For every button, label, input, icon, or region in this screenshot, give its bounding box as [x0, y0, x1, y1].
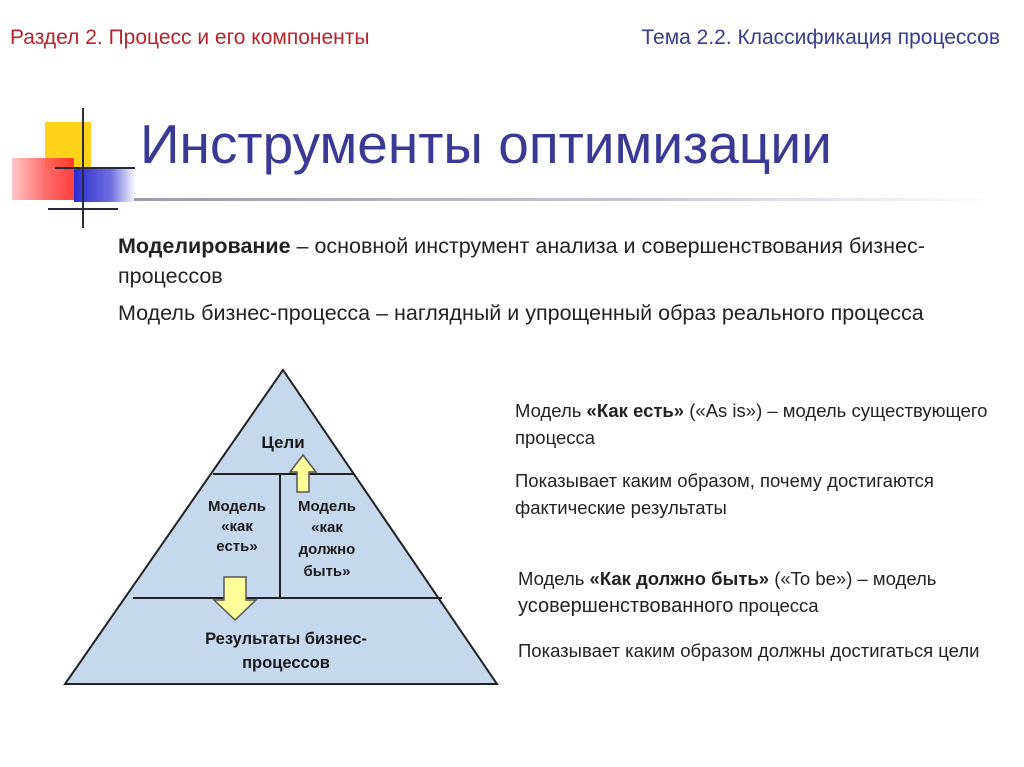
title-underline: [134, 198, 994, 201]
as-is-line: есть»: [216, 538, 258, 555]
pyramid-goals: Цели: [261, 433, 305, 452]
decorative-squares: [0, 100, 140, 230]
results-line: процессов: [242, 654, 330, 672]
as-is-rest: («As is») – модель существующего процесса: [515, 400, 988, 448]
as-is-line: «как: [221, 518, 253, 535]
pyramid-diagram: [60, 364, 500, 689]
results-line: Результаты бизнес-: [205, 630, 367, 648]
horizontal-line: [48, 208, 118, 210]
as-is-term: «Как есть»: [586, 400, 685, 421]
modeling-term: Моделирование: [118, 234, 291, 258]
horizontal-line: [55, 167, 135, 169]
model-definition: Модель бизнес-процесса – наглядный и упрощенный образ реального процесса: [118, 301, 924, 325]
modeling-paragraph: [118, 231, 998, 291]
to-be-prefix: Модель: [518, 568, 590, 589]
as-is-line: Модель: [207, 498, 267, 515]
topic-label: Тема 2.2. Классификация процессов: [641, 26, 1000, 49]
to-be-emphasis: усовершенствованного: [518, 595, 734, 617]
to-be-line: Модель: [297, 498, 357, 515]
to-be-rest: процесса: [733, 595, 819, 616]
to-be-mid: («To be») – модель: [769, 568, 937, 589]
as-is-description: [515, 397, 1015, 451]
to-be-note: Показывает каким образом должны достигаться цели: [518, 640, 980, 661]
as-is-prefix: Модель: [515, 400, 587, 421]
to-be-line: быть»: [303, 563, 351, 580]
to-be-term: «Как должно быть»: [589, 568, 770, 589]
to-be-line: «как: [311, 519, 343, 536]
modeling-definition: – основной инструмент анализа и совершенствования бизнес-процессов: [118, 234, 925, 288]
section-label: Раздел 2. Процесс и его компоненты: [10, 26, 370, 49]
slide-title: Инструменты оптимизации: [140, 113, 832, 175]
red-square: [12, 158, 74, 200]
to-be-description: [518, 565, 1018, 620]
to-be-line: должно: [298, 541, 356, 558]
as-is-note: Показывает каким образом, почему достигаются фактические результаты: [515, 470, 934, 518]
